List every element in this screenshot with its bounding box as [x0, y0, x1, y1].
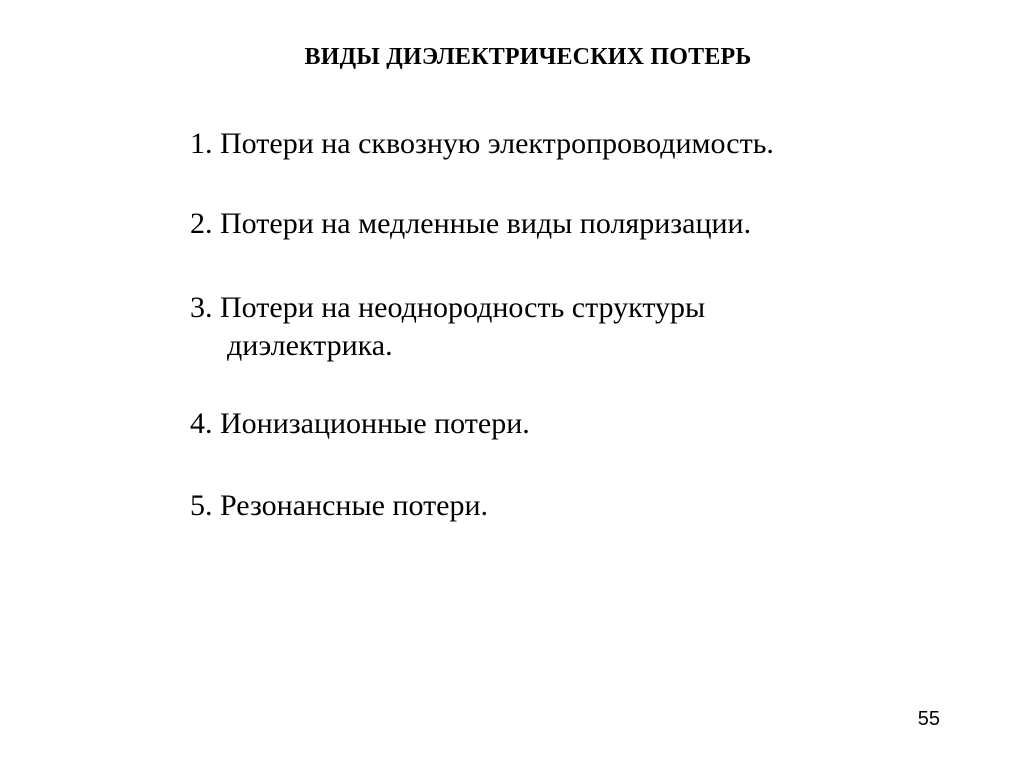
- list-item-text: Ионизационные потери.: [220, 407, 530, 440]
- list-item: [190, 205, 751, 243]
- list-item: [190, 125, 774, 163]
- list-item-text: Резонансные потери.: [220, 489, 489, 522]
- page-number: 55: [917, 708, 940, 730]
- list-item-number: 5.: [190, 489, 213, 522]
- list-item-number: 4.: [190, 407, 213, 440]
- list-item-number: 1.: [190, 127, 213, 160]
- list-item: [190, 487, 488, 525]
- list-item-number: 3.: [190, 291, 213, 324]
- list-item: [190, 289, 705, 365]
- list-item-text: Потери на сквозную электропроводимость.: [220, 127, 774, 160]
- list-item: [190, 405, 530, 443]
- list-item-number: 2.: [190, 207, 213, 240]
- list-item-text: Потери на неоднородность структуры: [220, 291, 706, 324]
- slide-title: ВИДЫ ДИЭЛЕКТРИЧЕСКИХ ПОТЕРЬ: [304, 44, 752, 70]
- list-item-text: Потери на медленные виды поляризации.: [220, 207, 752, 240]
- list-item-continuation: диэлектрика.: [227, 329, 393, 362]
